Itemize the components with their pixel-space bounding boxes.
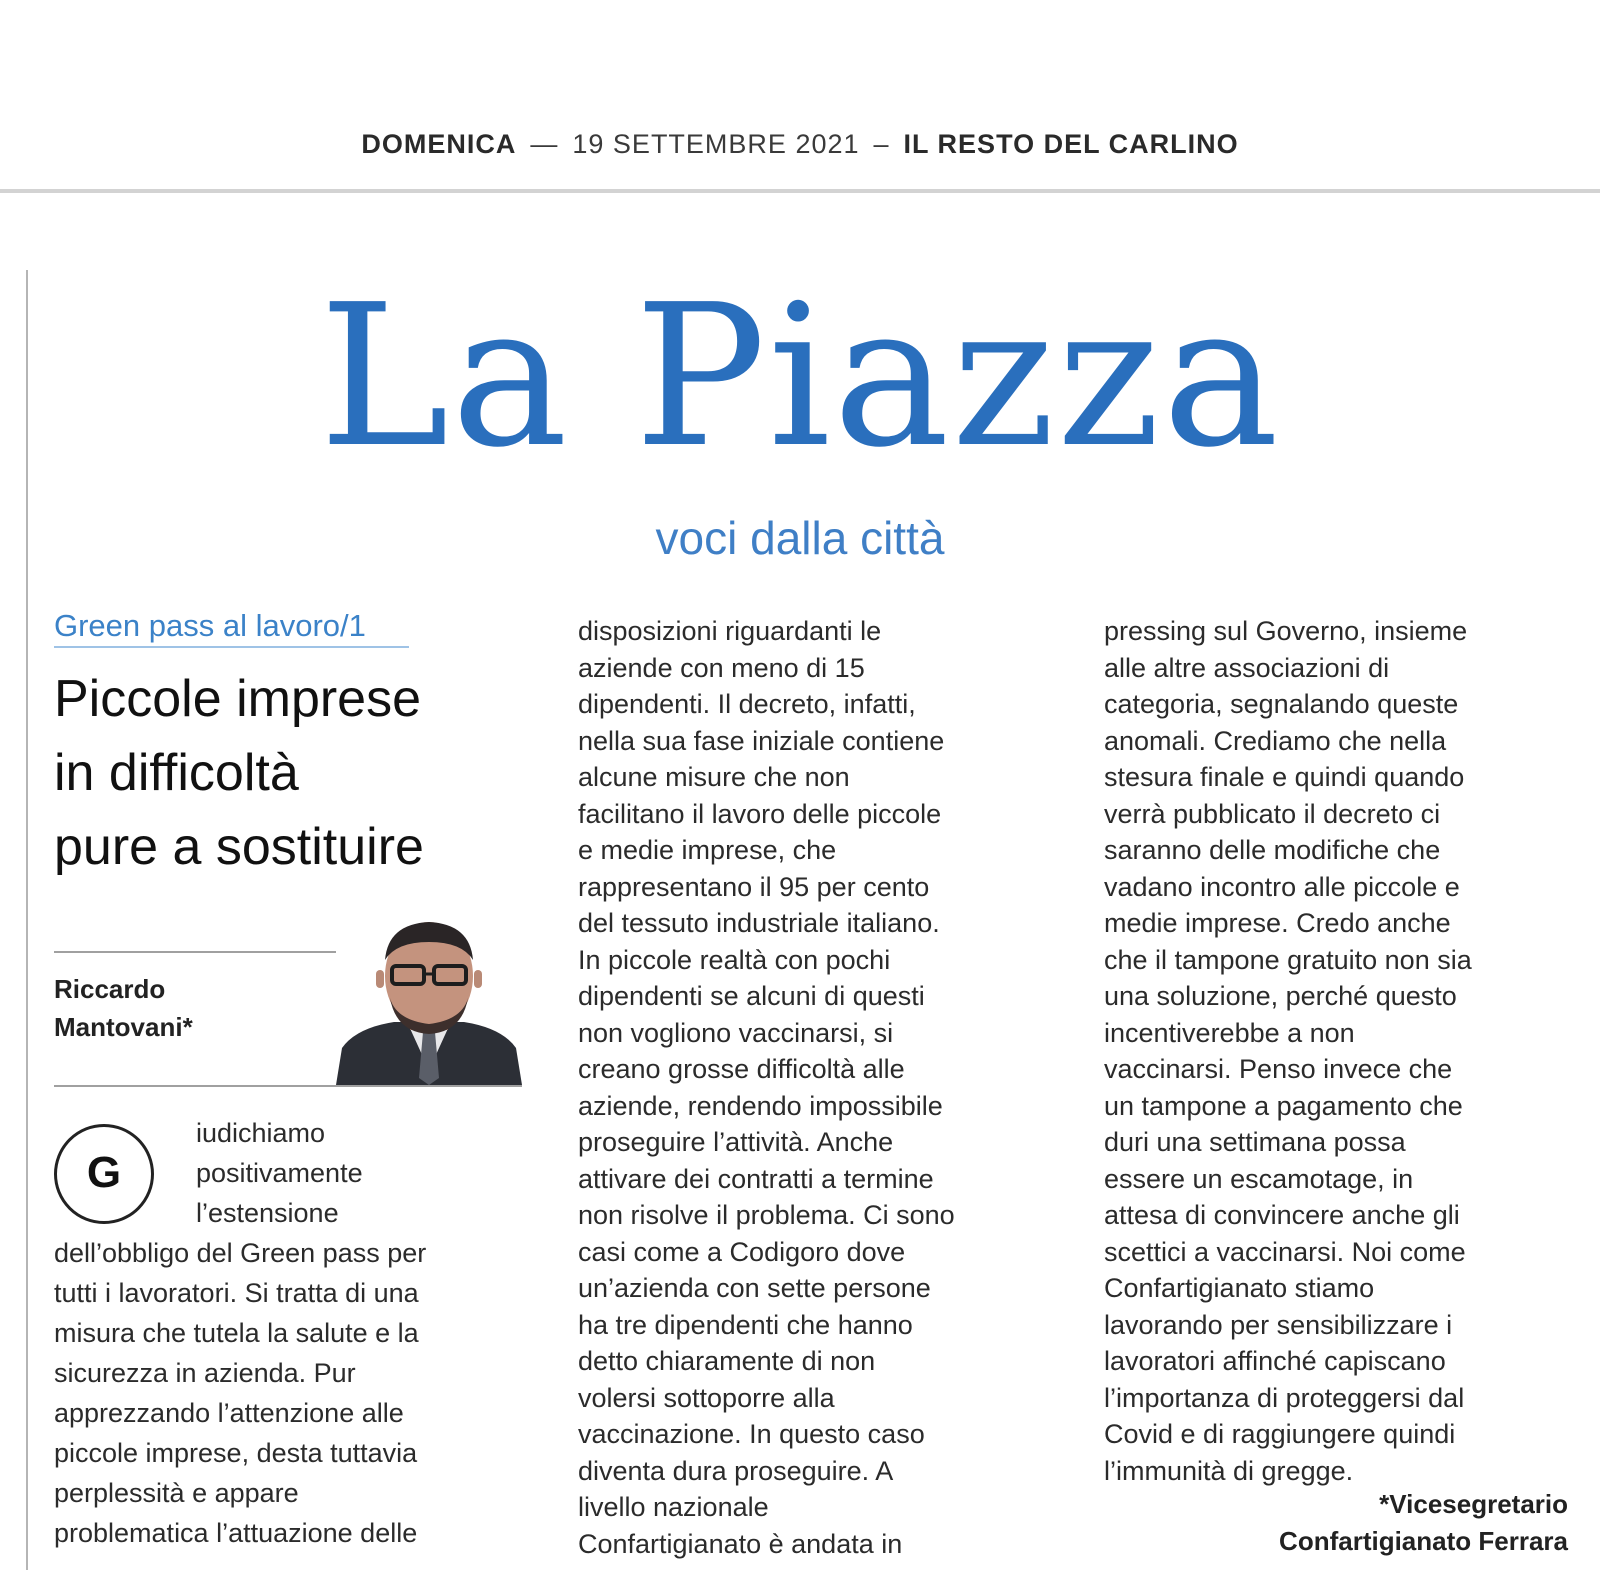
text-line: non vogliono vaccinarsi, si xyxy=(578,1017,894,1048)
text-line: e medie imprese, che xyxy=(578,835,837,865)
header-paper-name: IL RESTO DEL CARLINO xyxy=(903,129,1239,159)
article-headline xyxy=(54,662,534,884)
text-line: iudichiamo xyxy=(196,1118,326,1148)
headline-line: pure a sostituire xyxy=(54,818,424,876)
text-line: apprezzando l’attenzione alle xyxy=(54,1398,404,1428)
text-line: l’importanza di proteggersi dal xyxy=(1104,1382,1465,1413)
author-last-name: Mantovani* xyxy=(54,1012,193,1042)
text-line: alle altre associazioni di xyxy=(1104,652,1390,683)
text-line: essere un escamotage, in xyxy=(1104,1163,1414,1194)
header-divider xyxy=(0,189,1600,193)
text-line: aziende, rendendo impossibile xyxy=(578,1090,943,1121)
text-line: attivare dei contratti a termine xyxy=(578,1163,934,1194)
section-title: La Piazza xyxy=(318,263,1282,491)
text-line: In piccole realtà con pochi xyxy=(578,944,891,975)
author-first-name: Riccardo xyxy=(54,974,166,1004)
byline-bottom-rule xyxy=(54,1085,522,1087)
text-line: lavorando per sensibilizzare i xyxy=(1104,1309,1453,1340)
text-line: lavoratori affinché capiscano xyxy=(1104,1346,1446,1376)
header-separator: — xyxy=(530,129,559,159)
text-line: dipendenti se alcuni di questi xyxy=(578,981,925,1011)
text-line: dell’obbligo del Green pass per xyxy=(54,1238,427,1268)
text-line: disposizioni riguardanti le xyxy=(578,616,882,646)
column-3-body xyxy=(1104,613,1472,1489)
text-line: vaccinarsi. Penso invece che xyxy=(1104,1054,1453,1084)
text-line: aziende con meno di 15 xyxy=(578,652,865,683)
text-line: un’azienda con sette persone xyxy=(578,1273,931,1303)
text-line: facilitano il lavoro delle piccole xyxy=(578,798,942,829)
author-byline xyxy=(54,970,314,1046)
text-line: duri una settimana possa xyxy=(1104,1127,1406,1157)
column-2-body xyxy=(578,613,955,1562)
header-date: 19 SETTEMBRE 2021 xyxy=(572,129,860,159)
author-portrait-image xyxy=(336,920,522,1085)
text-line: Confartigianato è andata in xyxy=(578,1528,903,1559)
kicker-underline xyxy=(54,646,409,648)
text-line: misura che tutela la salute e la xyxy=(54,1318,419,1348)
text-line: casi come a Codigoro dove xyxy=(578,1236,906,1267)
text-line: problematica l’attuazione delle xyxy=(54,1518,418,1548)
drop-cap: G xyxy=(54,1124,154,1224)
text-line: diventa dura proseguire. A xyxy=(578,1455,894,1486)
text-line: nella sua fase iniziale contiene xyxy=(578,725,945,756)
text-line: vaccinazione. In questo caso xyxy=(578,1419,925,1449)
headline-line: Piccole imprese xyxy=(54,670,422,728)
text-line: positivamente xyxy=(196,1158,363,1188)
newspaper-header xyxy=(0,122,1600,166)
text-line: del tessuto industriale italiano. xyxy=(578,908,940,938)
text-line: sicurezza in azienda. Pur xyxy=(54,1358,356,1388)
text-line: pressing sul Governo, insieme xyxy=(1104,616,1468,646)
header-day: DOMENICA xyxy=(361,129,517,159)
text-line: dipendenti. Il decreto, infatti, xyxy=(578,689,916,719)
text-line: medie imprese. Credo anche xyxy=(1104,908,1451,938)
text-line: categoria, segnalando queste xyxy=(1104,689,1459,719)
author-signature xyxy=(1279,1486,1568,1560)
column-1-body xyxy=(54,1233,426,1553)
text-line: rappresentano il 95 per cento xyxy=(578,871,930,902)
header-separator: – xyxy=(873,129,890,159)
text-line: livello nazionale xyxy=(578,1492,769,1522)
text-line: Covid e di raggiungere quindi xyxy=(1104,1419,1456,1449)
text-line: anomali. Crediamo che nella xyxy=(1104,725,1447,756)
text-line: incentiverebbe a non xyxy=(1104,1017,1355,1048)
text-line: ha tre dipendenti che hanno xyxy=(578,1309,913,1340)
text-line: proseguire l’attività. Anche xyxy=(578,1127,894,1157)
text-line: scettici a vaccinarsi. Noi come xyxy=(1104,1236,1466,1267)
text-line: un tampone a pagamento che xyxy=(1104,1090,1463,1121)
headline-line: in difficoltà xyxy=(54,744,299,802)
text-line: l’estensione xyxy=(196,1198,339,1228)
section-subtitle: voci dalla città xyxy=(655,512,945,564)
text-line: perplessità e appare xyxy=(54,1478,299,1508)
text-line: verrà pubblicato il decreto ci xyxy=(1104,798,1441,829)
text-line: stesura finale e quindi quando xyxy=(1104,762,1465,792)
text-line: tutti i lavoratori. Si tratta di una xyxy=(54,1278,419,1308)
article-kicker: Green pass al lavoro/1 xyxy=(54,608,366,643)
text-line: detto chiaramente di non xyxy=(578,1346,876,1376)
text-line: una soluzione, perché questo xyxy=(1104,981,1457,1011)
text-line: l’immunità di gregge. xyxy=(1104,1455,1354,1486)
author-photo xyxy=(336,920,522,1085)
text-line: non risolve il problema. Ci sono xyxy=(578,1200,955,1230)
column-1-beside-dropcap xyxy=(196,1113,363,1233)
text-line: volersi sottoporre alla xyxy=(578,1382,835,1413)
text-line: attesa di convincere anche gli xyxy=(1104,1200,1460,1230)
text-line: piccole imprese, desta tuttavia xyxy=(54,1438,418,1468)
text-line: che il tampone gratuito non sia xyxy=(1104,944,1472,975)
signature-organization: Confartigianato Ferrara xyxy=(1279,1526,1568,1556)
text-line: vadano incontro alle piccole e xyxy=(1104,871,1460,902)
text-line: creano grosse difficoltà alle xyxy=(578,1054,905,1084)
text-line: Confartigianato stiamo xyxy=(1104,1273,1375,1303)
text-line: saranno delle modifiche che xyxy=(1104,835,1441,865)
signature-role: *Vicesegretario xyxy=(1379,1489,1568,1519)
text-line: alcune misure che non xyxy=(578,762,850,792)
